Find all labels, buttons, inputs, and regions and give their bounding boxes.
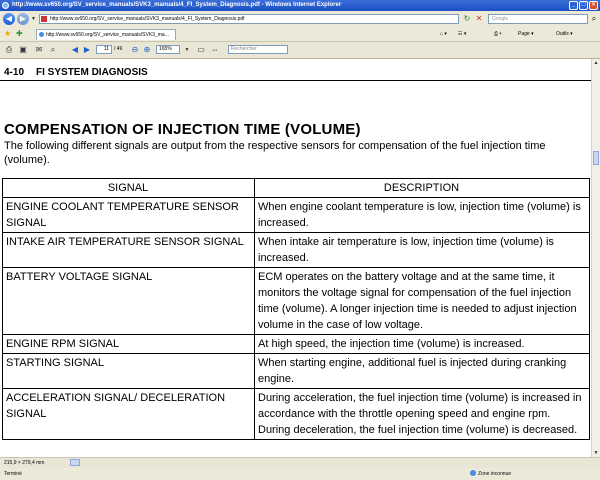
description-cell: When engine coolant temperature is low, injection time (volume) is increased. bbox=[255, 198, 590, 233]
signal-cell: BATTERY VOLTAGE SIGNAL bbox=[3, 268, 255, 335]
signal-cell: INTAKE AIR TEMPERATURE SENSOR SIGNAL bbox=[3, 233, 255, 268]
signal-cell: ENGINE RPM SIGNAL bbox=[3, 335, 255, 354]
page-number-input[interactable]: 11 bbox=[96, 45, 112, 54]
description-cell: During acceleration, the fuel injection time (volume) is increased in accordance with the throttle opening speed and engine rpm. During deceleration, the fuel injection time (volume) is decreased. bbox=[255, 389, 590, 440]
horizontal-scrollbar-thumb[interactable] bbox=[70, 459, 80, 466]
find-icon[interactable]: ⌕ bbox=[50, 45, 56, 54]
scroll-up-icon[interactable]: ▲ bbox=[593, 60, 599, 66]
fit-page-icon[interactable]: ▭ bbox=[197, 45, 205, 54]
zoom-dropdown-icon[interactable]: ▼ bbox=[184, 47, 190, 53]
description-cell: ECM operates on the battery voltage and at the same time, it monitors the voltage signal for compensation of the fuel injection time (volume). A longer injection time is needed to adjust injection volume in the case of low voltage. bbox=[255, 268, 590, 335]
url-field[interactable] bbox=[39, 14, 459, 24]
description-cell: When starting engine, additional fuel is injected during cranking engine. bbox=[255, 354, 590, 389]
intro-paragraph: The following different signals are output from the respective sensors for compensation of the fuel injection time (volume). bbox=[4, 140, 546, 166]
address-bar bbox=[0, 11, 600, 28]
refresh-icon[interactable]: ↻ bbox=[463, 14, 471, 23]
page-count: / 49 bbox=[114, 46, 123, 52]
vertical-scrollbar[interactable] bbox=[591, 59, 600, 457]
section-title: FI SYSTEM DIAGNOSIS bbox=[36, 67, 148, 78]
tab-bar bbox=[0, 27, 600, 42]
column-header-description: DESCRIPTION bbox=[255, 179, 590, 198]
table-row bbox=[3, 389, 590, 440]
tab-label: http://www.sv650.org/SV_service_manuals/SVK3_ma... bbox=[46, 32, 169, 38]
pdf-toolbar bbox=[0, 42, 600, 59]
internet-zone-icon bbox=[470, 470, 476, 476]
table-row bbox=[3, 233, 590, 268]
find-input[interactable]: Rechercher bbox=[228, 45, 288, 54]
history-dropdown-icon[interactable]: ▼ bbox=[31, 16, 36, 22]
save-icon[interactable]: ▣ bbox=[19, 45, 27, 54]
scroll-down-icon[interactable]: ▼ bbox=[593, 450, 599, 456]
scrollbar-thumb[interactable] bbox=[593, 151, 599, 165]
zoom-input[interactable]: 165% bbox=[156, 45, 180, 54]
search-icon[interactable]: ⌕ bbox=[591, 14, 597, 23]
signal-cell: ENGINE COOLANT TEMPERATURE SENSOR SIGNAL bbox=[3, 198, 255, 233]
print-icon[interactable]: ⎙ ▾ bbox=[494, 31, 502, 37]
back-button[interactable]: ◀ bbox=[3, 13, 15, 25]
search-placeholder: Google bbox=[492, 16, 509, 22]
fit-width-icon[interactable]: ⇔ bbox=[211, 45, 219, 54]
window-titlebar bbox=[0, 0, 600, 11]
signals-table bbox=[2, 178, 590, 440]
zoom-in-icon[interactable]: ⊕ bbox=[143, 45, 151, 54]
minimize-button[interactable]: _ bbox=[569, 1, 578, 10]
table-header-row bbox=[3, 179, 590, 198]
description-cell: When intake air temperature is low, injection time (volume) is increased. bbox=[255, 233, 590, 268]
table-row bbox=[3, 354, 590, 389]
previous-page-icon[interactable]: ◀ bbox=[71, 45, 79, 54]
signal-cell: ACCELERATION SIGNAL/ DECELERATION SIGNAL bbox=[3, 389, 255, 440]
print-pdf-icon[interactable]: ⎙ bbox=[5, 45, 13, 54]
document-viewer[interactable] bbox=[0, 59, 591, 457]
search-input[interactable] bbox=[488, 14, 588, 24]
status-text: Terminé bbox=[4, 471, 22, 477]
close-button[interactable]: × bbox=[589, 1, 598, 10]
stop-icon[interactable]: ✕ bbox=[475, 14, 483, 23]
pdf-file-icon bbox=[41, 16, 47, 22]
url-text: http://www.sv650.org/SV_service_manuals/SVK3_manuals/4_FI_System_Diagnosis.pdf bbox=[50, 16, 245, 22]
page-title: COMPENSATION OF INJECTION TIME (VOLUME) bbox=[4, 121, 361, 138]
page-menu-button[interactable]: Page ▾ bbox=[518, 31, 534, 37]
favorites-star-icon[interactable]: ★ bbox=[4, 29, 12, 38]
email-icon[interactable]: ✉ bbox=[35, 45, 43, 54]
tools-menu-label: Outils bbox=[556, 31, 569, 37]
feeds-icon[interactable]: ☷ ▾ bbox=[458, 31, 467, 37]
page-menu-label: Page bbox=[518, 31, 530, 37]
maximize-button[interactable]: □ bbox=[579, 1, 588, 10]
tab-pdf[interactable] bbox=[36, 29, 176, 40]
add-favorites-icon[interactable]: ✚ bbox=[16, 29, 23, 38]
zoom-out-icon[interactable]: ⊖ bbox=[131, 45, 139, 54]
horizontal-scrollbar[interactable] bbox=[0, 457, 600, 468]
table-row bbox=[3, 268, 590, 335]
tab-page-icon bbox=[39, 32, 44, 37]
page-size: 215,9 × 279,4 mm bbox=[4, 460, 45, 466]
ie-logo-icon bbox=[2, 2, 9, 9]
next-page-icon[interactable]: ▶ bbox=[83, 45, 91, 54]
home-icon[interactable]: ⌂ ▾ bbox=[440, 31, 447, 37]
tools-menu-button[interactable]: Outils ▾ bbox=[556, 31, 573, 37]
security-zone: Zone inconnue bbox=[478, 471, 512, 477]
table-row bbox=[3, 335, 590, 354]
window-title: http://www.sv650.org/SV_service_manuals/SVK3_manuals/4_FI_System_Diagnosis.pdf - Windows Internet Explorer bbox=[12, 2, 342, 8]
forward-button[interactable]: ▶ bbox=[17, 13, 29, 25]
status-bar bbox=[0, 457, 600, 480]
column-header-signal: SIGNAL bbox=[3, 179, 255, 198]
description-cell: At high speed, the injection time (volume) is increased. bbox=[255, 335, 590, 354]
header-divider bbox=[0, 80, 591, 81]
section-number: 4-10 bbox=[4, 67, 25, 78]
page-header bbox=[4, 67, 148, 78]
table-row bbox=[3, 198, 590, 233]
signal-cell: STARTING SIGNAL bbox=[3, 354, 255, 389]
